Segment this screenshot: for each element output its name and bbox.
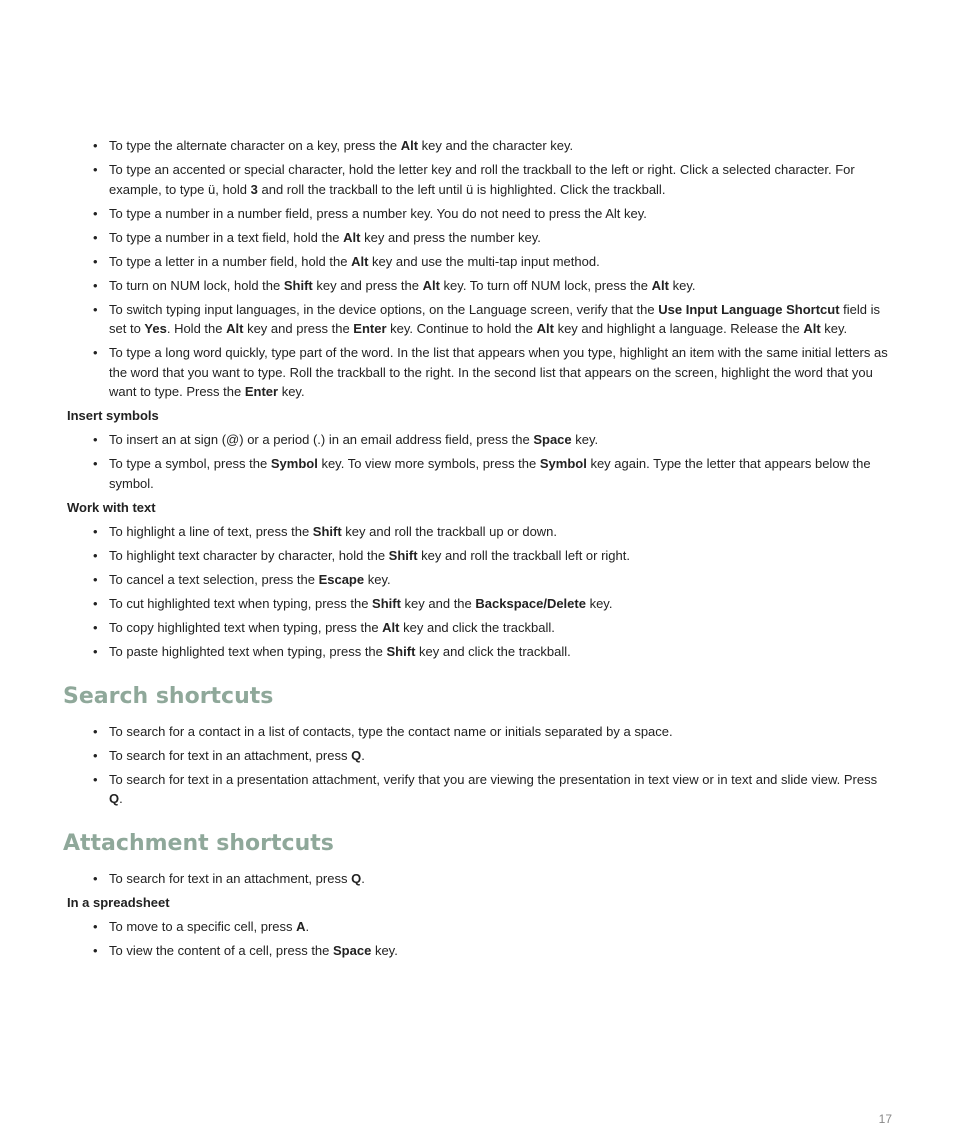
text-run: To search for text in a presentation attachment, verify that you are viewing the presentation in text view or in text and slide view. Press (109, 771, 878, 787)
key-name: Alt (651, 277, 669, 293)
text-run: key and the (400, 595, 476, 611)
text-run: key. (585, 595, 613, 611)
list-item (93, 594, 893, 614)
key-name: Alt (803, 321, 821, 336)
text-run: To highlight text character by character, hold the (109, 547, 389, 563)
search-shortcuts-list (93, 722, 893, 809)
text-run: To move to a specific cell, press (109, 919, 297, 934)
list-item (93, 917, 893, 937)
key-name: 3 (250, 181, 258, 197)
list-item (93, 136, 893, 156)
text-run: key and highlight a language. Release the (553, 321, 804, 336)
spreadsheet-shortcuts-list (93, 917, 893, 961)
text-run: key. (364, 571, 391, 587)
text-run: key and roll the trackball left or right. (417, 547, 630, 563)
page-number: 17 (878, 1112, 892, 1126)
key-name: Shift (388, 547, 418, 563)
text-run: To paste highlighted text when typing, press the (109, 643, 387, 659)
spreadsheet-subheading: In a spreadsheet (67, 895, 170, 910)
text-run: . (119, 791, 123, 806)
text-run: To type an accented or special character, hold the letter key and roll the trackball to the left or right. Click a selected character. For example, to type ü, hold (109, 162, 855, 197)
insert-symbols-subheading: Insert symbols (67, 408, 159, 423)
text-run: . (361, 747, 365, 763)
text-run: key and click the trackball. (415, 643, 571, 659)
text-run: To search for a contact in a list of contacts, type the contact name or initials separated by a space. (109, 723, 673, 739)
text-run: key again. Type the letter that appears below the symbol. (109, 456, 871, 491)
text-run: To type a number in a number field, press a number key. You do not need to press the Alt key. (109, 205, 647, 221)
list-item (93, 454, 893, 493)
text-run: and roll the trackball to the left until ü is highlighted. Click the trackball. (257, 181, 666, 197)
text-run: To type a symbol, press the (109, 456, 271, 471)
text-run: To type a long word quickly, type part of the word. In the list that appears when you type, highlight an item with the same initial letters as the word that you want to type. Roll the trackball to the right. In the second list that appears on the screen, highlight the word that you want to type. Press the (109, 345, 888, 399)
key-name: Yes (144, 321, 167, 336)
key-name: Alt (400, 138, 419, 153)
key-name: Escape (318, 571, 365, 587)
key-name: Enter (353, 321, 387, 336)
text-run: key. Continue to hold the (386, 321, 537, 336)
key-name: Shift (283, 277, 313, 293)
text-run: To type a number in a text field, hold the (109, 229, 344, 245)
key-name: Alt (382, 619, 400, 635)
key-name: Shift (386, 643, 416, 659)
text-run: key and press the (312, 277, 423, 293)
list-item (93, 276, 893, 296)
text-run: key. (571, 432, 599, 447)
text-run: To insert an at sign (@) or a period (.) in an email address field, press the (109, 432, 534, 447)
text-run: key. (278, 384, 305, 399)
key-name: Alt (351, 253, 369, 269)
key-name: Use Input Language Shortcut (658, 301, 840, 317)
key-name: Q (109, 791, 120, 806)
list-item (93, 228, 893, 248)
list-item (93, 642, 893, 662)
text-run: key. (371, 943, 398, 958)
key-name: Space (333, 943, 372, 958)
text-run: To highlight a line of text, press the (109, 523, 313, 539)
text-run: key and press the (243, 321, 354, 336)
text-run: key and the character key. (418, 138, 574, 153)
text-run: To cut highlighted text when typing, press the (109, 595, 373, 611)
insert-symbols-list (93, 430, 893, 493)
list-item (93, 300, 893, 339)
attachment-shortcuts-heading: Attachment shortcuts (63, 831, 334, 856)
list-item (93, 522, 893, 542)
list-item (93, 746, 893, 766)
work-with-text-list (93, 522, 893, 662)
key-name: Alt (422, 277, 440, 293)
attachment-shortcuts-list (93, 869, 893, 889)
text-run: To type a letter in a number field, hold the (109, 253, 352, 269)
work-with-text-subheading: Work with text (67, 499, 156, 515)
search-shortcuts-heading: Search shortcuts (63, 683, 274, 709)
list-item (93, 343, 893, 402)
text-run: field is set to (109, 301, 881, 336)
text-run: To switch typing input languages, in the device options, on the Language screen, verify that the (109, 301, 659, 317)
list-item (93, 160, 893, 199)
text-run: To copy highlighted text when typing, press the (109, 619, 383, 635)
list-item (93, 204, 893, 224)
list-item (93, 252, 893, 272)
text-run: . (305, 919, 310, 934)
page-content (0, 136, 893, 965)
key-name: Space (533, 432, 572, 447)
key-name: Shift (372, 595, 401, 611)
key-name: Q (351, 871, 362, 886)
list-item (93, 941, 893, 961)
text-run: . (361, 871, 365, 886)
text-run: To search for text in an attachment, press (109, 871, 352, 886)
key-name: Alt (226, 321, 244, 336)
list-item (93, 618, 893, 638)
text-run: key and use the multi-tap input method. (368, 253, 600, 269)
list-item (93, 570, 893, 590)
key-name: Alt (343, 229, 361, 245)
text-run: To cancel a text selection, press the (109, 571, 319, 587)
list-item (93, 430, 893, 450)
list-item (93, 770, 893, 809)
list-item (93, 546, 893, 566)
text-run: . Hold the (166, 321, 227, 336)
text-run: To turn on NUM lock, hold the (109, 277, 284, 293)
text-run: key and roll the trackball up or down. (341, 523, 558, 539)
text-run: key. To turn off NUM lock, press the (439, 277, 652, 293)
list-item (93, 869, 893, 889)
key-name: Backspace/Delete (475, 595, 586, 611)
text-run: key. (668, 277, 696, 293)
text-run: key and click the trackball. (399, 619, 555, 635)
key-name: Alt (536, 321, 554, 336)
key-name: Symbol (270, 456, 318, 471)
text-run: key. (820, 321, 848, 336)
key-name: Enter (244, 384, 279, 399)
text-run: To type the alternate character on a key, press the (109, 138, 401, 153)
key-name: Shift (312, 523, 342, 539)
list-item (93, 722, 893, 742)
key-name: Q (351, 747, 362, 763)
text-run: To search for text in an attachment, press (109, 747, 352, 763)
key-name: Symbol (539, 456, 587, 471)
typing-tips-list (93, 136, 893, 402)
text-run: To view the content of a cell, press the (109, 943, 334, 958)
text-run: key. To view more symbols, press the (317, 456, 540, 471)
key-name: A (296, 919, 306, 934)
text-run: key and press the number key. (360, 229, 541, 245)
